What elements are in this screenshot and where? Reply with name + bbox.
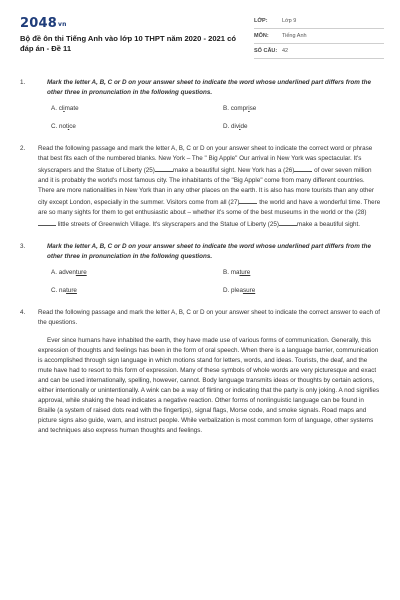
meta-value: Tiếng Anh — [282, 33, 307, 39]
question-number: 2. — [20, 145, 26, 152]
page-header — [0, 0, 400, 62]
blank-25[interactable] — [155, 164, 173, 172]
meta-row-question-count — [254, 44, 384, 59]
question-3 — [20, 242, 382, 296]
meta-row-class — [254, 14, 384, 29]
meta-table — [254, 14, 384, 59]
blank-26[interactable] — [294, 164, 312, 172]
question-4 — [20, 308, 382, 436]
blank-25-repeat[interactable] — [279, 218, 297, 226]
option-c[interactable]: C. notice — [51, 123, 76, 130]
meta-value: Lớp 9 — [282, 18, 297, 24]
option-d[interactable]: D. divide — [223, 123, 248, 130]
question-number: 1. — [20, 79, 26, 86]
logo-suffix: vn — [57, 21, 67, 28]
option-c[interactable]: C. nature — [51, 287, 77, 294]
passage-text: the world and have a wonderful time. There are so many sights for them to get enthusiastic about – whether it's some of the best museums in the world or the (28) — [38, 199, 381, 216]
passage-text: make a beautiful sight. New York has a (26) — [172, 167, 295, 174]
passage-text: little streets of Greenwich Village. It's skyscrapers and the Statue of Liberty (25) — [57, 221, 279, 228]
passage-text: of over seven million and it is probably the world's most famous city. The inhabitants of the "Big Apple" come from many different countries. There are more nationalities in New York than in any other places on the earth. It is also has more tourists than any other city except London, especially in the summer. Visitors come from all (27) — [38, 167, 375, 206]
option-b[interactable]: B. mature — [223, 269, 251, 276]
meta-label: MÔN: — [254, 33, 269, 39]
passage-text: make a beautiful sight. — [296, 221, 360, 228]
question-intro: Read the following passage and mark the letter A, B, C or D on your answer sheet to indicate the correct word or phrase that best fits each of the numbered blanks. — [38, 145, 373, 162]
answer-options — [38, 104, 382, 132]
question-instruction: Mark the letter A, B, C or D on your answer sheet to indicate the word whose underlined part differs from the other three in pronunciation in the following questions. — [47, 243, 371, 260]
blank-27[interactable] — [239, 196, 257, 204]
question-number: 3. — [20, 243, 26, 250]
logo-text: 2048 — [20, 16, 57, 31]
question-number: 4. — [20, 309, 26, 316]
question-instruction: Mark the letter A, B, C or D on your answer sheet to indicate the word whose underlined part differs from the other three in pronunciation in the following questions. — [47, 79, 371, 96]
option-d[interactable]: D. pleasure — [223, 287, 256, 294]
document-title: Bộ đề ôn thi Tiếng Anh vào lớp 10 THPT năm 2020 - 2021 có đáp án - Đề 11 — [20, 34, 236, 53]
meta-label: LỚP: — [254, 18, 268, 24]
question-passage — [38, 144, 382, 230]
site-logo[interactable] — [20, 16, 67, 31]
reading-passage: Ever since humans have inhabited the earth, they have made use of various forms of communication. Generally, this expression of thoughts and feelings has been in the form of oral speech. When there is a language barrier, communication is accomplished through sign language in which motions stand for letters, words, and ideas. Tourists, the deaf, and the mute have had to resort to this form of expression. Many of these symbols of whole words are very picturesque and exact and can be used internationally, spelling, however, cannot. Body language transmits ideas or thoughts by certain actions, either intentionally or unintentionally. A wink can be a way of flirting or indicating that the party is only joking. A nod signifies approval, while shaking the head indicates a negative reaction. Other forms of nonlinguistic language can be found in Braille (a system of raised dots read with the fingertips), signal flags, Morse code, and smoke signals. Road maps and picture signs also guide, warn, and instruct people. While verbalization is most common form of language, other systems and techniques also express human thoughts and feelings. — [38, 337, 380, 434]
option-a[interactable]: A. climate — [51, 105, 79, 112]
question-1 — [20, 78, 382, 132]
option-a[interactable]: A. adventure — [51, 269, 87, 276]
blank-28[interactable] — [38, 218, 56, 226]
meta-row-subject — [254, 29, 384, 44]
question-list — [20, 78, 382, 436]
option-b[interactable]: B. comprise — [223, 105, 257, 112]
question-intro: Read the following passage and mark the letter A, B, C or D on your answer sheet to indicate the correct answer to each of the questions. — [38, 309, 380, 326]
meta-value: 42 — [282, 48, 289, 54]
passage-text: New York – The " Big Apple" Our arrival in New York was spectacular. It's skyscrapers and the Statue of Liberty (25) — [38, 155, 362, 174]
question-2 — [20, 144, 382, 230]
answer-options — [38, 268, 382, 296]
meta-label: SỐ CÂU: — [254, 48, 278, 54]
